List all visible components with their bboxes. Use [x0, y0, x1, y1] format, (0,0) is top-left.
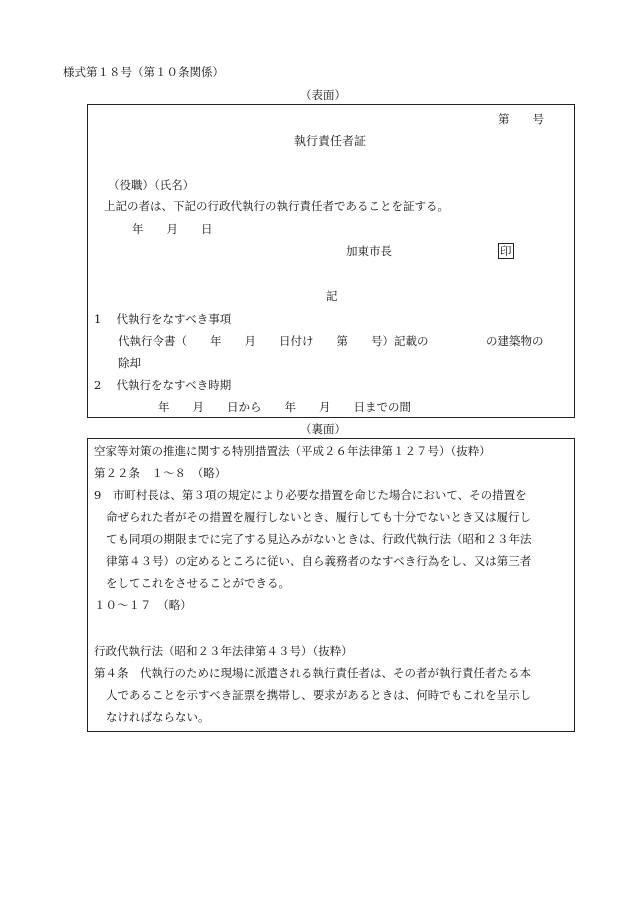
seal-mark — [498, 243, 514, 259]
article-22-para9-line5: をしてこれをさせることができる。 — [106, 576, 290, 590]
article-22-para9-line4: 律第４３号）の定めるところに従い、自ら義務者のなすべき行為をし、又は第三者 — [106, 554, 532, 568]
article-22: 第２２条 １～８ （略） — [94, 466, 227, 480]
ki-heading: 記 — [326, 289, 338, 303]
front-box — [87, 104, 575, 418]
article-22-para9-line3: ても同項の期限までに完了する見込みがないときは、行政代執行法（昭和２３年法 — [106, 532, 532, 546]
certify-statement: 上記の者は、下記の行政代執行の執行責任者であることを証する。 — [104, 199, 449, 213]
article-4-line2: 人であることを示すべき証票を携帯し、要求があるときは、何時でもこれを呈示し — [106, 688, 532, 702]
article-22-rest: １０～１７ （略） — [94, 598, 192, 612]
issue-date: 年 月 日 — [132, 222, 213, 236]
form-number: 様式第１８号（第１０条関係） — [63, 65, 224, 79]
issuer-name: 加東市長 — [346, 244, 392, 258]
role-name-line: （役職）（氏名） — [108, 178, 195, 192]
front-label: （表面） — [300, 88, 346, 102]
item1-title: 1 代執行をなすべき事項 — [94, 312, 232, 326]
seal-text: 印 — [500, 244, 512, 258]
law2-title: 行政代執行法（昭和２３年法律第４３号）（抜粋） — [94, 644, 353, 658]
article-22-para9-line2: 命ぜられた者がその措置を履行しないとき、履行しても十分でないとき又は履行し — [106, 510, 532, 524]
article-4-line3: なければならない。 — [106, 710, 210, 724]
certificate-number: 第 号 — [498, 112, 544, 126]
law1-title: 空家等対策の推進に関する特別措置法（平成２６年法律第１２７号）（抜粋） — [94, 444, 491, 458]
certificate-title: 執行責任者証 — [294, 134, 367, 148]
back-label: （裏面） — [300, 422, 346, 436]
item2-detail: 年 月 日から 年 月 日までの間 — [158, 400, 411, 414]
item1-detail: 代執行令書（ 年 月 日付け 第 号）記載の の建築物の — [118, 334, 544, 348]
item1-detail-2: 除却 — [118, 356, 141, 370]
article-4-line1: 第４条 代執行のために現場に派遣される執行責任者は、その者が執行責任者たる本 — [94, 666, 531, 680]
article-22-para9-line1: 9 市町村長は、第３項の規定により必要な措置を命じた場合において、その措置を — [94, 488, 527, 502]
back-box — [87, 438, 575, 732]
item2-title: 2 代執行をなすべき時期 — [94, 378, 232, 392]
